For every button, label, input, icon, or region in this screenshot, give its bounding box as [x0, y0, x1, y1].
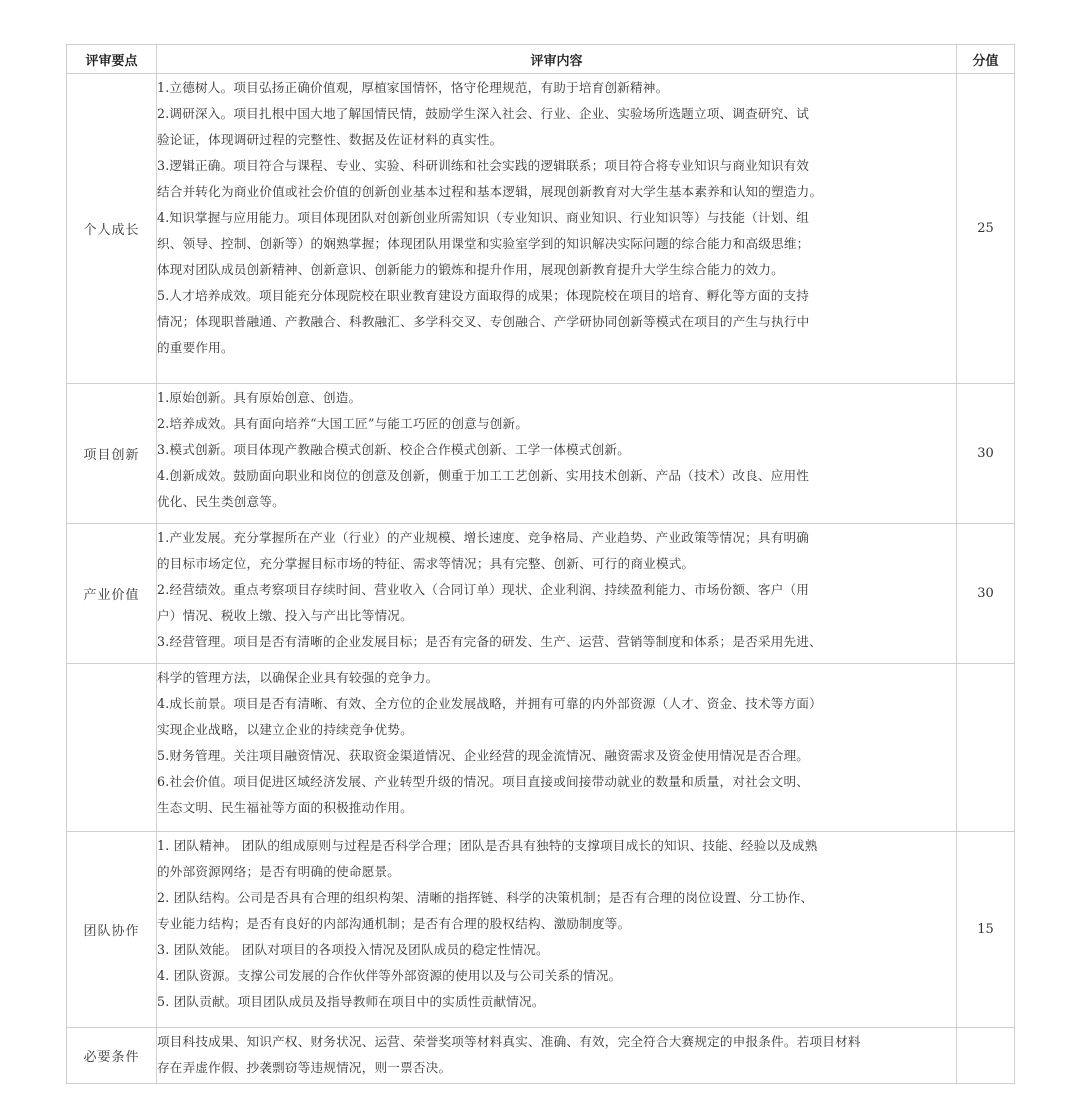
content-line: 2.经营绩效。重点考察项目存续时间、营业收入（合同订单）现状、企业利润、持续盈利能力、市场份额、客户（用 [157, 582, 810, 597]
review-point-cell: 必要条件 [67, 1028, 157, 1084]
score-cell: 15 [957, 832, 1015, 1028]
table-row [67, 832, 1015, 1028]
content-line: 4.知识掌握与应用能力。项目体现团队对创新创业所需知识（专业知识、商业知识、行业知识等）与技能（计划、组 [157, 210, 810, 225]
table-row [67, 74, 1015, 384]
content-line: 生态文明、民生福祉等方面的积极推动作用。 [157, 800, 413, 815]
content-line: 6.社会价值。项目促进区域经济发展、产业转型升级的情况。项目直接或间接带动就业的数量和质量，对社会文明、 [157, 774, 810, 789]
table-row [67, 524, 1015, 664]
review-content-cell [157, 74, 957, 384]
content-line: 的目标市场定位，充分掌握目标市场的特征、需求等情况；具有完整、创新、可行的商业模式。 [157, 556, 695, 571]
content-line: 的重要作用。 [157, 340, 234, 355]
content-line: 3.逻辑正确。项目符合与课程、专业、实验、科研训练和社会实践的逻辑联系；项目符合将专业知识与商业知识有效 [157, 158, 810, 173]
review-content-cell [157, 384, 957, 524]
content-line: 3.经营管理。项目是否有清晰的企业发展目标；是否有完备的研发、生产、运营、营销等制度和体系；是否采用先进、 [157, 634, 822, 649]
score-cell: 25 [957, 74, 1015, 384]
content-line: 2.调研深入。项目扎根中国大地了解国情民情，鼓励学生深入社会、行业、企业、实验场所选题立项、调查研究、试 [157, 106, 810, 121]
review-point-cell [67, 664, 157, 832]
review-point-cell: 个人成长 [67, 74, 157, 384]
content-line: 体现对团队成员创新精神、创新意识、创新能力的锻炼和提升作用，展现创新教育提升大学生综合能力的效力。 [157, 262, 784, 277]
content-line: 3.模式创新。项目体现产教融合模式创新、校企合作模式创新、工学一体模式创新。 [157, 442, 630, 457]
content-line: 专业能力结构；是否有良好的内部沟通机制；是否有合理的股权结构、激励制度等。 [157, 916, 631, 931]
content-line: 4. 团队资源。支撑公司发展的合作伙伴等外部资源的使用以及与公司关系的情况。 [157, 968, 622, 983]
content-line: 4.成长前景。项目是否有清晰、有效、全方位的企业发展战略，并拥有可靠的内外部资源（人才、资金、技术等方面） [157, 696, 822, 711]
table-row [67, 664, 1015, 832]
content-line: 1.产业发展。充分掌握所在产业（行业）的产业规模、增长速度、竞争格局、产业趋势、产业政策等情况；具有明确 [157, 530, 810, 545]
score-cell: 30 [957, 524, 1015, 664]
table-row [67, 384, 1015, 524]
header-review-point: 评审要点 [67, 45, 157, 74]
header-score: 分值 [957, 45, 1015, 74]
content-line: 实现企业战略，以建立企业的持续竞争优势。 [157, 722, 413, 737]
content-line: 5.人才培养成效。项目能充分体现院校在职业教育建设方面取得的成果；体现院校在项目的培育、孵化等方面的支持 [157, 288, 810, 303]
content-line: 验论证，体现调研过程的完整性、数据及佐证材料的真实性。 [157, 132, 503, 147]
content-line: 5. 团队贡献。项目团队成员及指导教师在项目中的实质性贡献情况。 [157, 994, 545, 1009]
header-review-content: 评审内容 [157, 45, 957, 74]
content-line: 科学的管理方法，以确保企业具有较强的竞争力。 [157, 670, 439, 685]
content-line: 存在弄虚作假、抄袭剽窃等违规情况，则一票否决。 [157, 1060, 452, 1075]
score-cell [957, 664, 1015, 832]
review-content-cell [157, 1028, 957, 1084]
review-content-cell [157, 664, 957, 832]
content-line: 结合并转化为商业价值或社会价值的创新创业基本过程和基本逻辑，展现创新教育对大学生基本素养和认知的塑造力。 [157, 184, 823, 199]
table-header-row [67, 45, 1015, 74]
score-cell: 30 [957, 384, 1015, 524]
review-point-cell: 产业价值 [67, 524, 157, 664]
table-row [67, 1028, 1015, 1084]
content-line: 3. 团队效能。 团队对项目的各项投入情况及团队成员的稳定性情况。 [157, 942, 549, 957]
content-line: 户）情况、税收上缴、投入与产出比等情况。 [157, 608, 413, 623]
review-point-cell: 项目创新 [67, 384, 157, 524]
review-point-cell: 团队协作 [67, 832, 157, 1028]
content-line: 1.原始创新。具有原始创意、创造。 [157, 390, 362, 405]
review-content-cell [157, 524, 957, 664]
content-line: 织、领导、控制、创新等）的娴熟掌握；体现团队用课堂和实验室学到的知识解决实际问题的综合能力和高级思维； [157, 236, 810, 251]
score-cell [957, 1028, 1015, 1084]
evaluation-table [66, 44, 1015, 1084]
content-line: 5.财务管理。关注项目融资情况、获取资金渠道情况、企业经营的现金流情况、融资需求及资金使用情况是否合理。 [157, 748, 810, 763]
content-line: 2.培养成效。具有面向培养“大国工匠”与能工巧匠的创意与创新。 [157, 416, 529, 431]
table-body [67, 74, 1015, 1084]
review-content-cell [157, 832, 957, 1028]
content-line: 4.创新成效。鼓励面向职业和岗位的创意及创新，侧重于加工工艺创新、实用技术创新、产品（技术）改良、应用性 [157, 468, 810, 483]
content-line: 项目科技成果、知识产权、财务状况、运营、荣誉奖项等材料真实、准确、有效，完全符合大赛规定的申报条件。若项目材料 [157, 1034, 861, 1049]
content-line: 1. 团队精神。 团队的组成原则与过程是否科学合理；团队是否具有独特的支撑项目成长的知识、技能、经验以及成熟 [157, 838, 818, 853]
content-line: 1.立德树人。项目弘扬正确价值观，厚植家国情怀，恪守伦理规范，有助于培育创新精神。 [157, 80, 669, 95]
content-line: 2. 团队结构。公司是否具有合理的组织构架、清晰的指挥链、科学的决策机制；是否有合理的岗位设置、分工协作、 [157, 890, 814, 905]
content-line: 情况；体现职普融通、产教融合、科教融汇、多学科交叉、专创融合、产学研协同创新等模式在项目的产生与执行中 [157, 314, 810, 329]
content-line: 优化、民生类创意等。 [157, 494, 285, 509]
content-line: 的外部资源网络；是否有明确的使命愿景。 [157, 864, 401, 879]
